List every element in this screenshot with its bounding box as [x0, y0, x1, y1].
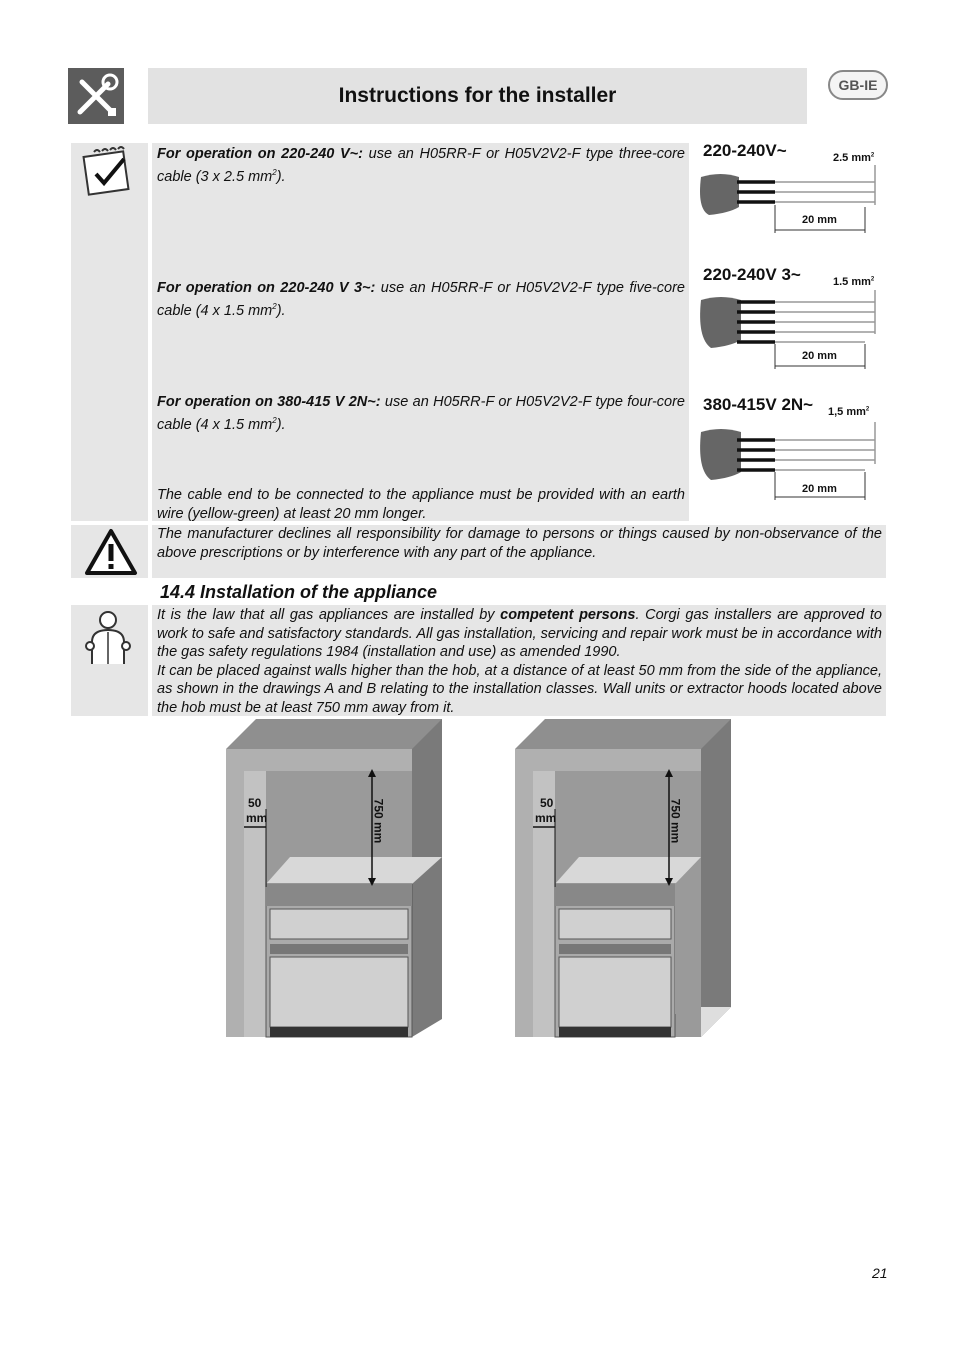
- cable-5core-diagram: [697, 290, 882, 375]
- voltage-label-3: 380-415V 2N~: [703, 395, 814, 414]
- competent-persons: competent persons: [500, 607, 636, 623]
- cable-3-sup: 2: [272, 415, 277, 425]
- section-label-3: [828, 406, 869, 418]
- voltage-label-1: 220-240V~: [703, 141, 787, 160]
- cable-1-desc: use an H05RR-F or H05V2V2-F type three-core cable (3 x 2.5 mm: [157, 146, 685, 185]
- section-2-sup: 2: [870, 276, 875, 283]
- installation-text: [157, 606, 882, 717]
- installer-person-icon: [82, 608, 134, 671]
- drawing-a-height: 750 mm: [371, 798, 386, 844]
- cable-text-panel: [152, 143, 689, 521]
- section-2: 1.5 mm: [833, 276, 871, 288]
- cable-3core-diagram: [697, 165, 882, 240]
- section-title: 14.4 Installation of the appliance: [160, 582, 438, 602]
- tools-icon: [68, 68, 124, 124]
- cable-2-text: [157, 279, 685, 320]
- voltage-label-2: 220-240V 3~: [703, 265, 801, 284]
- cable-2-desc: use an H05RR-F or H05V2V2-F type five-core cable (4 x 1.5 mm: [157, 280, 685, 319]
- cable-2-tail: ).: [276, 302, 286, 319]
- cable-1-label: For operation on 220-240 V~:: [157, 146, 363, 162]
- cable-3-label: For operation on 380-415 V 2N~:: [157, 394, 381, 410]
- drawing-b: [515, 719, 735, 1044]
- cable-1-sup: 2: [272, 167, 277, 177]
- section-3-sup: 2: [865, 406, 870, 413]
- section-1: 2.5 mm: [833, 152, 871, 164]
- cable-1-text: [157, 145, 685, 186]
- language-badge: GB-IE: [828, 70, 888, 100]
- section-label-1: [833, 152, 874, 164]
- strip-label-2: 20 mm: [802, 350, 837, 362]
- drawing-b-side-unit: mm: [535, 811, 557, 825]
- cable-2-sup: 2: [272, 301, 277, 311]
- section-1-sup: 2: [870, 152, 875, 159]
- cable-2-label: For operation on 220-240 V 3~:: [157, 280, 376, 296]
- page-title: Instructions for the installer: [338, 84, 617, 107]
- cable-3-tail: ).: [276, 416, 286, 433]
- section-3: 1,5 mm: [828, 406, 866, 418]
- installation-p1-a: It is the law that all gas appliances are installed by: [157, 607, 501, 623]
- cable-3-text: [157, 393, 685, 434]
- drawing-a: [226, 719, 446, 1044]
- notepad-check-icon: [80, 146, 138, 203]
- warning-icon: [84, 528, 138, 581]
- cable-1-tail: ).: [276, 168, 286, 185]
- section-label-2: [833, 276, 874, 288]
- warning-text: The manufacturer declines all responsibility for damage to persons or things caused by non-observance of the above prescriptions or by interference with any part of the appliance.: [157, 526, 882, 561]
- installation-p2: It can be placed against walls higher than the hob, at a distance of at least 50 mm from the side of the appliance, as shown in the drawings A and B relating to the installation classes. Wall units or extractor hoods located above the hob must be at least 750 mm away from it.: [157, 662, 882, 716]
- strip-label-3: 20 mm: [802, 483, 837, 495]
- drawing-a-side: 50: [248, 796, 262, 810]
- earth-note: The cable end to be connected to the appliance must be provided with an earth wire (yellow-green) at least 20 mm longer.: [157, 487, 685, 522]
- installation-p1-b: . Corgi gas installers are approved to work to safe and satisfactory standards. All gas installation, servicing and repair work must be in accordance with the gas safety regulations 1984 (installation and use) as amended 1990.: [157, 607, 882, 660]
- drawing-a-side-unit: mm: [246, 811, 268, 825]
- drawing-b-height: 750 mm: [668, 798, 683, 844]
- strip-label-1: 20 mm: [802, 214, 837, 226]
- cable-3-desc: use an H05RR-F or H05V2V2-F type four-core cable (4 x 1.5 mm: [157, 394, 685, 433]
- drawing-b-side: 50: [540, 796, 554, 810]
- page-number: 21: [872, 1265, 888, 1281]
- cable-4core-diagram: [697, 422, 882, 507]
